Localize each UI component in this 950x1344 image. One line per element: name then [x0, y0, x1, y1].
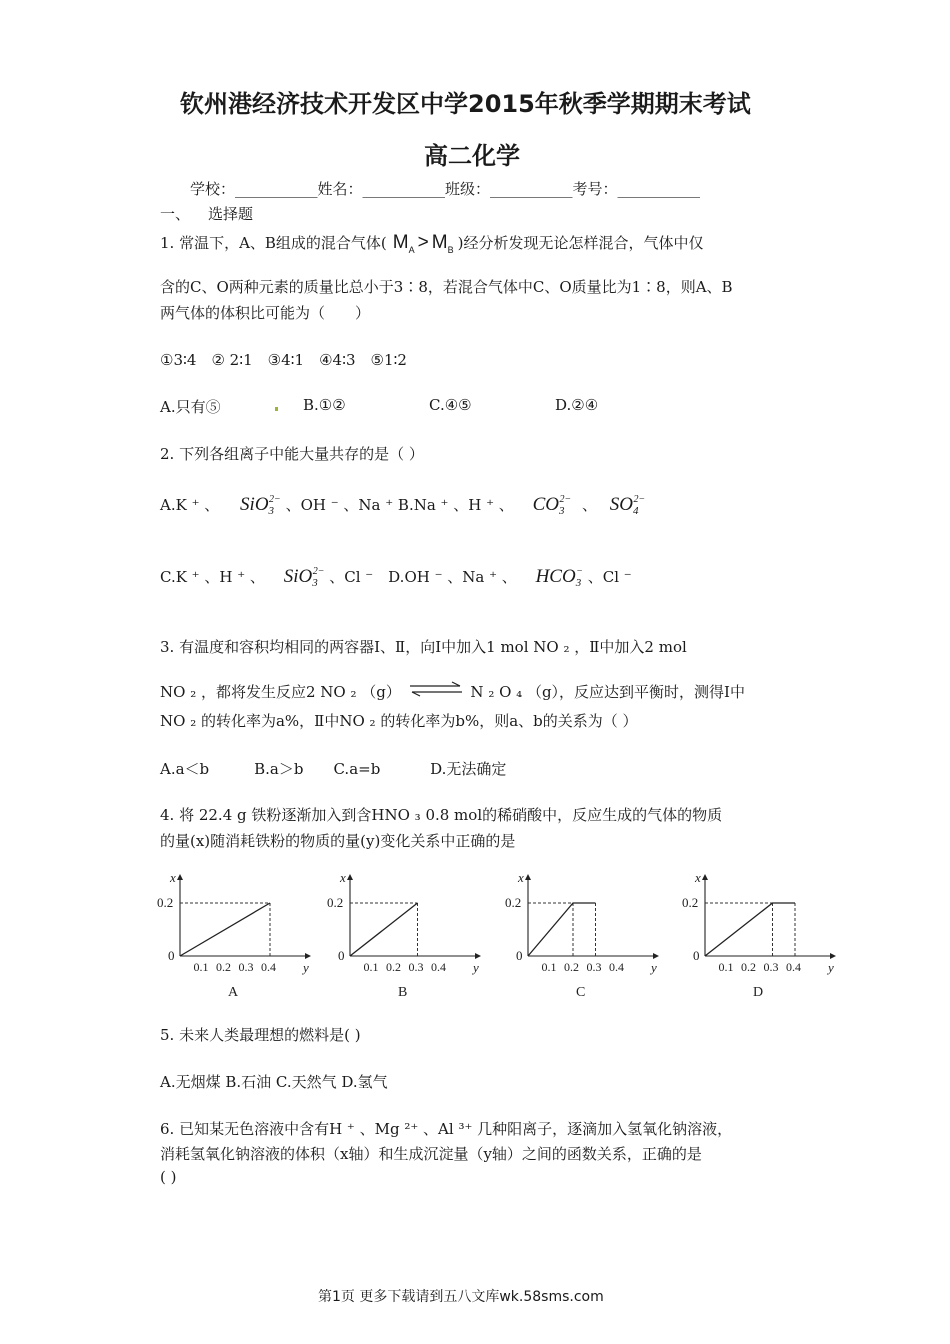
x-tick-label: 0.2 — [216, 960, 231, 974]
q5-options: A.无烟煤 B.石油 C.天然气 D.氢气 — [160, 1073, 388, 1091]
q1-ratios: ①3∶4 ② 2∶1 ③4∶1 ④4∶3 ⑤1∶2 — [160, 351, 407, 369]
q1-option-b[interactable]: B.①② — [303, 396, 346, 414]
y-axis-arrow-icon — [347, 874, 353, 880]
exam-title: 钦州港经济技术开发区中学2015年秋季学期期末考试 — [180, 90, 751, 118]
x-tick-label: 0.2 — [386, 960, 401, 974]
x-tick-label: 0.4 — [786, 960, 801, 974]
series-line — [705, 903, 795, 956]
y-tick-label: 0.2 — [682, 895, 699, 910]
q1-text-b: )经分析发现无论怎样混合，气体中仅 — [457, 234, 704, 252]
ion-hco3-base: HCO — [535, 566, 576, 587]
y-axis-arrow-icon — [525, 874, 531, 880]
section-label: 选择题 — [208, 205, 254, 223]
x-axis-label: y — [828, 960, 834, 975]
ion-sio3-c-sup: 2− — [312, 566, 325, 577]
formula-ma-sub: A — [408, 244, 415, 255]
ion-co3-sup: 2− — [559, 494, 572, 505]
ion-co3 — [533, 494, 572, 515]
x-tick-label: 0.1 — [541, 960, 557, 974]
x-tick-label: 0.2 — [741, 960, 756, 974]
q1-option-c[interactable]: C.④⑤ — [429, 396, 472, 414]
ion-sio3 — [240, 494, 281, 515]
ion-sio3-c-sub: 3 — [312, 577, 318, 589]
q6-line3: ( ) — [160, 1168, 177, 1186]
graph-caption: C — [576, 985, 586, 998]
y-axis-arrow-icon — [177, 874, 183, 880]
ion-sio3-base: SiO — [240, 494, 269, 515]
q3-line2 — [160, 680, 745, 702]
formula-ma: M — [392, 232, 409, 253]
ion-sio3-c-base: SiO — [283, 566, 313, 587]
y-tick-label: 0.2 — [505, 895, 522, 910]
ion-sio3-c — [284, 566, 325, 587]
ion-co3-sub: 3 — [558, 505, 565, 517]
graph-c-svg — [503, 868, 663, 998]
graph-a[interactable] — [155, 868, 315, 1002]
x-tick-label: 0.1 — [193, 960, 209, 974]
ion-so4-base: SO — [609, 494, 634, 515]
q1-line3: 两气体的体积比可能为（ ） — [160, 304, 371, 322]
series-line — [528, 903, 596, 956]
x-tick-label: 0.4 — [261, 960, 276, 974]
ion-so4-sup: 2− — [633, 494, 646, 505]
y-tick-label: 0.2 — [327, 895, 344, 910]
series-line — [180, 903, 270, 956]
q4-line1: 4. 将 22.4 g 铁粉逐渐加入到含HNO ₃ 0.8 mol的稀硝酸中，反应生成的气体的物质 — [160, 806, 723, 824]
q2-c-post: 、Cl ⁻ D.OH ⁻ 、Na ⁺ 、 — [329, 568, 517, 586]
ion-co3-base: CO — [532, 494, 559, 515]
y-axis-label: x — [340, 870, 346, 885]
x-axis-label: y — [303, 960, 309, 975]
x-tick-label: 0.2 — [564, 960, 579, 974]
x-tick-label: 0.3 — [586, 960, 602, 974]
q1-line1 — [160, 232, 703, 255]
q6-line2: 消耗氢氧化钠溶液的体积（x轴）和生成沉淀量（y轴）之间的函数关系，正确的是 — [160, 1145, 702, 1163]
y-axis-label: x — [518, 870, 524, 885]
x-tick-label: 0.1 — [718, 960, 734, 974]
formula-mb-sub: B — [447, 244, 454, 255]
x-tick-label: 0.3 — [763, 960, 779, 974]
q2-a-post: 、OH ⁻ 、Na ⁺ B.Na ⁺ 、H ⁺ 、 — [285, 496, 514, 514]
equilibrium-arrow-icon — [408, 680, 464, 698]
y-axis-arrow-icon — [702, 874, 708, 880]
student-info-line: 学校：___________姓名：___________班级：___________考号：___________ — [190, 180, 701, 198]
origin-label: 0 — [516, 948, 523, 963]
graph-caption: D — [753, 985, 764, 998]
x-tick-label: 0.3 — [408, 960, 424, 974]
graph-d[interactable] — [680, 868, 840, 1002]
ion-sio3-sub: 3 — [268, 505, 275, 517]
q1-option-d[interactable]: D.②④ — [555, 396, 599, 414]
q4-line2: 的量(x)随消耗铁粉的物质的量(y)变化关系中正确的是 — [160, 832, 516, 850]
origin-label: 0 — [338, 948, 345, 963]
y-axis-label: x — [695, 870, 701, 885]
x-axis-arrow-icon — [830, 953, 836, 959]
q2-d-post: 、Cl ⁻ — [587, 568, 632, 586]
q3-line2-b: N ₂ O ₄ （g），反应达到平衡时，测得Ⅰ中 — [470, 683, 745, 701]
series-line — [350, 903, 418, 956]
x-axis-label: y — [651, 960, 657, 975]
ion-sio3-sup: 2− — [269, 494, 281, 505]
x-tick-label: 0.3 — [238, 960, 254, 974]
q1-line2: 含的C、O两种元素的质量比总小于3∶8，若混合气体中C、O质量比为1∶8，则A、B — [160, 278, 733, 296]
origin-label: 0 — [168, 948, 175, 963]
stray-dot — [275, 407, 278, 411]
graph-d-svg — [680, 868, 840, 998]
q3-line3: NO ₂ 的转化率为a%，Ⅱ中NO ₂ 的转化率为b%，则a、b的关系为（ ） — [160, 712, 638, 730]
formula-gt: > — [417, 232, 429, 253]
x-axis-label: y — [473, 960, 479, 975]
graph-a-svg — [155, 868, 315, 998]
formula-mb: M — [431, 232, 448, 253]
q2-stem: 2. 下列各组离子中能大量共存的是（ ） — [160, 445, 424, 463]
graph-caption: B — [398, 985, 408, 998]
q2-c-pre: C.K ⁺ 、H ⁺ 、 — [160, 568, 265, 586]
graph-caption: A — [228, 985, 239, 998]
q3-line2-a: NO ₂ ，都将发生反应2 NO ₂ （g） — [160, 683, 401, 701]
q1-text-a: 1. 常温下，A、B组成的混合气体( — [160, 234, 387, 252]
q2-a-pre: A.K ⁺ 、 — [160, 496, 220, 514]
q6-line1: 6. 已知某无色溶液中含有H ⁺ 、Mg ²⁺ 、Al ³⁺ 几种阳离子，逐滴加入氢氧化钠溶液， — [160, 1120, 733, 1138]
x-axis-arrow-icon — [475, 953, 481, 959]
q5-stem: 5. 未来人类最理想的燃料是( ) — [160, 1026, 361, 1044]
graph-c[interactable] — [503, 868, 663, 1002]
x-axis-arrow-icon — [305, 953, 311, 959]
q2-sep: 、 — [582, 496, 598, 514]
ion-so4-sub: 4 — [633, 505, 639, 517]
q2-line-ab — [160, 494, 645, 517]
ion-hco3-sup: − — [576, 566, 583, 577]
graph-b-svg — [325, 868, 485, 998]
x-axis-arrow-icon — [653, 953, 659, 959]
x-tick-label: 0.1 — [363, 960, 379, 974]
q2-line-cd — [160, 566, 632, 589]
q3-options: A.a＜b B.a＞b C.a=b D.无法确定 — [160, 760, 507, 778]
y-axis-label: x — [170, 870, 176, 885]
q3-line1: 3. 有温度和容积均相同的两容器Ⅰ、Ⅱ，向Ⅰ中加入1 mol NO ₂ ，Ⅱ中加入2 mol — [160, 638, 687, 656]
section-number: 一、 — [160, 205, 191, 223]
ion-hco3-sub: 3 — [575, 577, 582, 589]
subject-title: 高二化学 — [424, 142, 520, 170]
ion-so4 — [610, 494, 645, 515]
q1-option-a[interactable]: A.只有⑤ — [160, 398, 221, 416]
y-tick-label: 0.2 — [157, 895, 174, 910]
q1-formula — [393, 232, 454, 253]
section-heading — [160, 203, 253, 224]
x-tick-label: 0.4 — [431, 960, 446, 974]
ion-hco3 — [536, 566, 583, 587]
x-tick-label: 0.4 — [609, 960, 624, 974]
graph-b[interactable] — [325, 868, 485, 1002]
origin-label: 0 — [693, 948, 700, 963]
page-footer: 第1页 更多下载请到五八文库wk.58sms.com — [318, 1289, 604, 1305]
